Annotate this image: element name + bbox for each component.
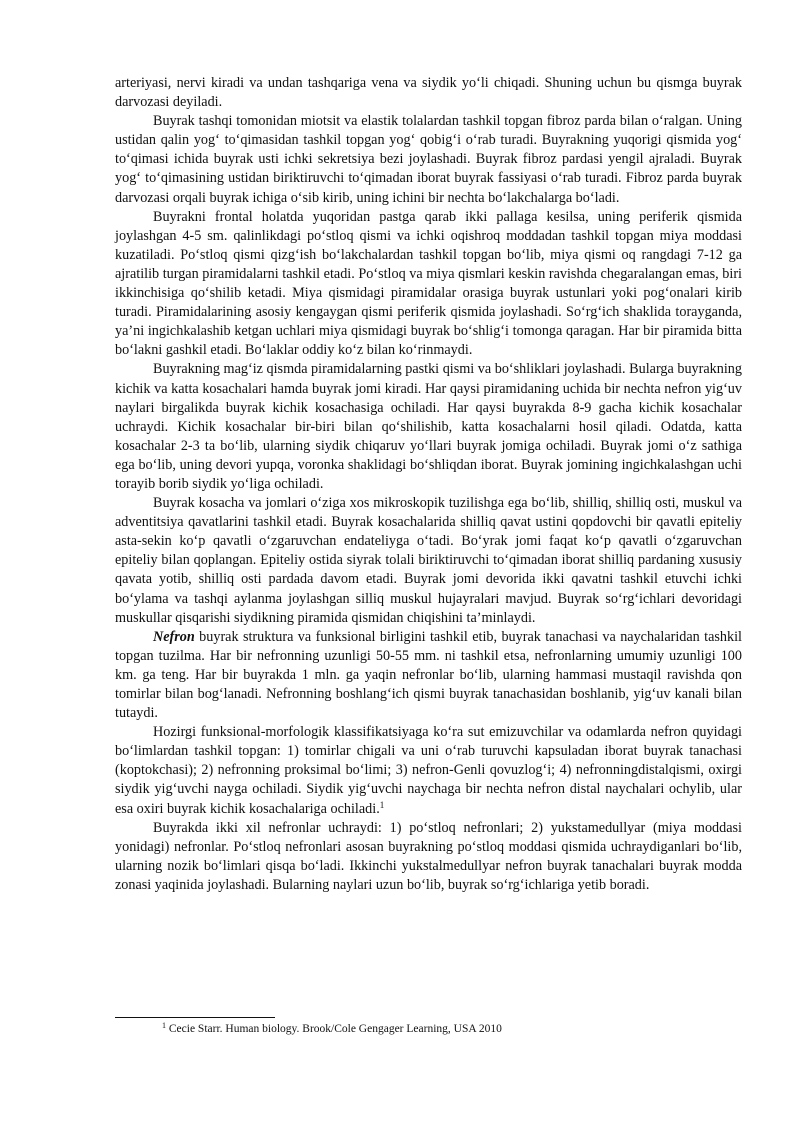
paragraph-fibrous-capsule: Buyrak tashqi tomonidan miotsit va elastik tolalardan tashkil topgan fibroz parda bilan o‘ralgan. Uning ustidan qalin yog‘ to‘qimasidan tashkil topgan yog‘ qobig‘i o‘rab turadi. Buyrakning yuqorigi qismida yog‘ to‘qimasi ichida buyrak usti ichki sekretsiya bezi joylashadi. Buyrak fibroz pardasi yengil ajraladi. Buyrak yog‘ to‘qimasining ustidan biriktiruvchi to‘qimadan iborat buyrak fassiyasi o‘rab turadi. Fibroz parda buyrak darvozasi orqali buyrak ichiga o‘sib kirib, uning ichini bir nechta bo‘lakchalarga bo‘ladi. bbox=[115, 113, 742, 206]
paragraph-nephron-classification bbox=[115, 723, 742, 818]
paragraph-classification-text: Hozirgi funksional-morfologik klassifikatsiyaga ko‘ra sut emizuvchilar va odamlarda nefron quyidagi bo‘limlardan tashkil topgan: 1) tomirlar chigali va uni o‘rab turuvchi kapsuladan iborat buyrak tanachasi (koptokchasi); 2) nefronning proksimal bo‘limi; 3) nefron-Genli qovuzlog‘i; 4) nefronningdistalqismi, oxirgi siydik yig‘uvchi nayga ochiladi. Siydik yig‘uvchi naychaga bir nechta nefron distal naychalari ochylib, ular esa oxiri buyrak kichik kosachalariga ochiladi. bbox=[115, 724, 742, 817]
footnote-number: 1 bbox=[162, 1021, 166, 1030]
paragraph-nephron bbox=[115, 628, 742, 723]
paragraph-renal-calyces: Buyrakning mag‘iz qismda piramidalarning pastki qismi va bo‘shliklari joylashadi. Bularga buyrakning kichik va katta kosachalari hamda buyrak jomi kiradi. Har qaysi piramidaning uchida bir nechta nefron yig‘uv naylari birgalikda buyrak kichik kosachasiga ochiladi. Har qaysi buyrakda 8-9 gacha kichik kosachalar uchraydi. Kichik kosachalar bir-biri bilan qo‘shilishib, katta kosachalarni hosil qiladi. Odatda, katta kosachalar 2-3 ta bo‘lib, ularning siydik chiqaruv yo‘llari buyrak jomiga ochiladi. Buyrak jomi o‘z sathiga ega bo‘lib, uning devori yupqa, voronka shaklidagi bo‘shliqdan iborat. Buyrak jomining ingichkalashgan uchi torayib borib siydik yo‘liga ochiladi. bbox=[115, 361, 742, 492]
paragraph-nephron-text: buyrak struktura va funksional birligini tashkil etib, buyrak tanachasi va naychalaridan tashkil topgan tuzilma. Har bir nefronning uzunligi 50-55 mm. ni tashkil etsa, nefronlarning umumiy uzunligi 100 km. ga teng. Har bir buyrakda 1 mln. ga yaqin nefronlar bo‘lib, ularning hammasi mustaqil ravishda qon tomirlar bilan bog‘lanadi. Nefronning boshlang‘ich qismi buyrak tanachasidan boshlanib, yig‘uv kanali bilan tutaydi. bbox=[115, 628, 742, 722]
paragraph-continued: arteriyasi, nervi kiradi va undan tashqariga vena va siydik yo‘li chiqadi. Shuning uchun bu qismga buyrak darvozasi deyiladi. bbox=[115, 75, 742, 111]
footnote-text: Cecie Starr. Human biology. Brook/Cole Gengager Learning, USA 2010 bbox=[166, 1023, 502, 1035]
paragraph-nephron-types: Buyrakda ikki xil nefronlar uchraydi: 1) po‘stloq nefronlari; 2) yukstamedullyar (miya moddasi yonidagi) nefronlar. Po‘stloq nefronlari asosan buyrakning po‘stloq moddasi qismida uchraydiganlari bo‘lib, ularning nozik bo‘limlari qisqa bo‘ladi. Ikkinchi yukstalmedullyar nefron buyrak tanachalari buyrak modda zonasi yaqinida joylashadi. Bularning naylari uzun bo‘lib, buyrak so‘rg‘ichlariga yetib boradi. bbox=[115, 819, 742, 893]
paragraph-frontal-section: Buyrakni frontal holatda yuqoridan pastga qarab ikki pallaga kesilsa, uning periferik qismida joylashgan 4-5 sm. qalinlikdagi po‘stloq qismi va ichki oqishroq moddadan tashkil topgan miya moddasi kuzatiladi. Po‘stloq qismi qizg‘ish bo‘lakchalardan tashkil topgan bo‘lib, miya qismi oq rangdagi 7-12 ga ajratilib turgan piramidalarni tashkil etadi. Po‘stloq va miya qismlari keskin ravishda chegaralangan emas, biri ikkinchisiga qo‘shilib ketadi. Miya qismidagi piramidalar orasiga buyrak ustunlari yoki pog‘onalari kirib turadi. Piramidalarining asosiy kengaygan qismi periferik qismida joylashadi. So‘rg‘ich shaklida torayganda, ya’ni ingichkalashib ketgan uchlari miya qismidagi buyrak bo‘shlig‘i tomonga qaragan. Har bir piramida bitta bo‘lakni gashkil etadi. Bo‘laklar oddiy ko‘z bilan ko‘rinmaydi. bbox=[115, 208, 742, 359]
footnote bbox=[162, 1021, 742, 1037]
term-nephron: Nefron bbox=[153, 628, 195, 645]
body-text bbox=[115, 74, 742, 895]
footnote-reference[interactable]: 1 bbox=[379, 799, 385, 810]
footnote-divider bbox=[115, 1017, 275, 1018]
paragraph-microscopic-structure: Buyrak kosacha va jomlari o‘ziga xos mikroskopik tuzilishga ega bo‘lib, shilliq, shilliq osti, muskul va adventitsiya qavatlarini tashkil etadi. Buyrak kosachalarida shilliq qavat ustini qopdovchi bir qavatli epiteliy asta-sekin ko‘p qavatli o‘zgaruvchan endateliyga o‘tadi. Bo‘yrak jomi faqat ko‘p qavatli o‘zgaruvchan epiteliy bilan qoplangan. Epiteliy ostida siyrak tolali biriktiruvchi to‘qimadan iborat shilliq pardaning xususiy qavata yotib, shilliq osti pardada davom etadi. Buyrak jomi devorida ikki qavatni tashkil etuvchi ichki bo‘ylama va tashqi aylanma joylashgan silliq muskul hujayralari mavjud. Buyrak so‘rg‘ichlari devoridagi muskullar qisqarishi siydikning piramida qismidan chiqishini ta’minlaydi. bbox=[115, 495, 742, 626]
